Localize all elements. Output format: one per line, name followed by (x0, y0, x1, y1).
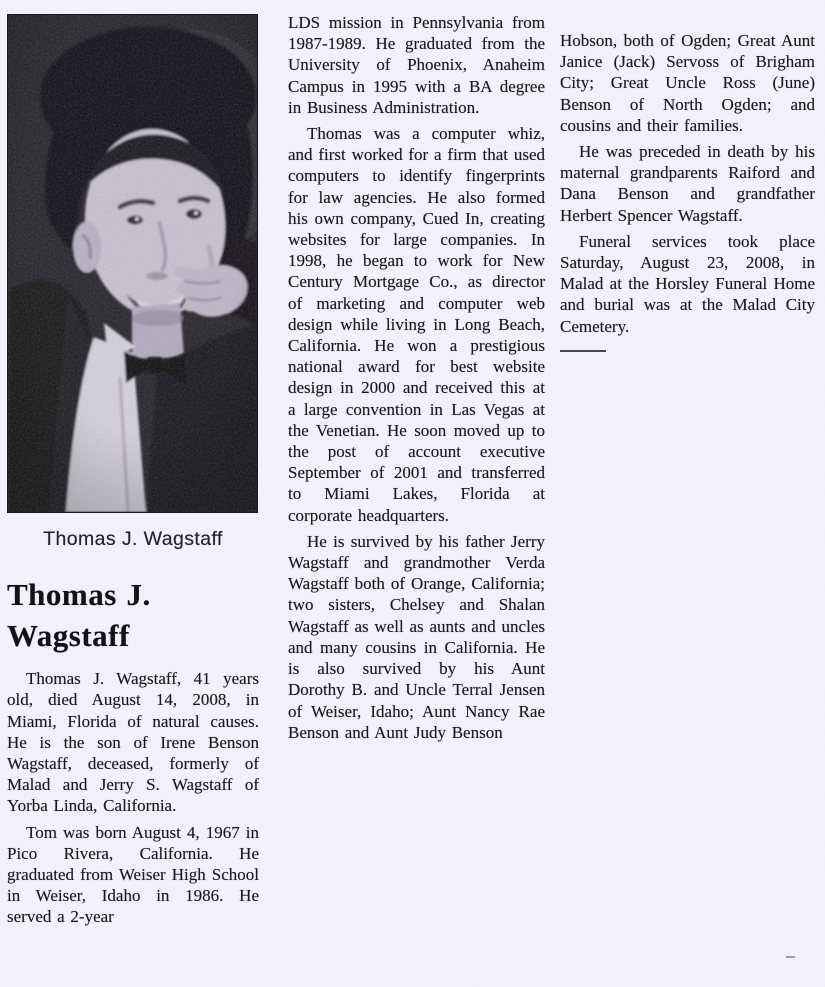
obituary-paragraph: Tom was born August 4, 1967 in Pico Rivera, California. He graduated from Weiser High School in Weiser, Idaho in 1986. He served a 2-year (7, 822, 259, 927)
headline-line-1: Thomas J. (7, 577, 151, 613)
photo-caption: Thomas J. Wagstaff (43, 528, 223, 550)
scan-speck (786, 956, 795, 958)
obituary-paragraph: Funeral services took place Saturday, August 23, 2008, in Malad at the Horsley Funeral Home and burial was at the Malad City Cemetery. (560, 231, 815, 336)
column-right (560, 30, 815, 352)
article-end-rule (560, 350, 606, 352)
obituary-paragraph: LDS mission in Pennsylvania from 1987-1989. He graduated from the University of Phoenix, Anaheim Campus in 1995 with a BA degree in Business Administration. (288, 13, 545, 117)
obituary-paragraph: Hobson, both of Ogden; Great Aunt Janice (Jack) Servoss of Brigham City; Great Uncle Ross (June) Benson of North Ogden; and cousins and their families. (560, 31, 815, 135)
obituary-paragraph: He is survived by his father Jerry Wagstaff and grandmother Verda Wagstaff both of Orange, California; two sisters, Chelsey and Shalan Wagstaff as well as aunts and uncles and many cousins in California. He is also survived by his Aunt Dorothy B. and Uncle Terral Jensen of Weiser, Idaho; Aunt Nancy Rae Benson and Aunt Judy Benson (288, 531, 545, 742)
headline-line-2: Wagstaff (7, 618, 130, 654)
portrait-photo-art (8, 15, 257, 512)
column-left (7, 14, 259, 928)
column-middle (288, 12, 545, 743)
portrait-photo (7, 14, 258, 513)
obituary-paragraph: He was preceded in death by his maternal grandparents Raiford and Dana Benson and grandfather Herbert Spencer Wagstaff. (560, 142, 815, 225)
obituary-paragraph: Thomas was a computer whiz, and first worked for a firm that used computers to identify fingerprints for law agencies. He also formed his own company, Cued In, creating websites for large companies. In 1998, he began to work for New Century Mortgage Co., as director of marketing and computer web design while living in Long Beach, California. He won a prestigious national award for best website design in 2000 and received this at a large convention in Las Vegas at the Venetian. He soon moved up to the post of account executive September of 2001 and transferred to Miami Lakes, Florida at corporate headquarters. (288, 124, 545, 525)
obituary-headline (7, 574, 259, 656)
obituary-paragraph: Thomas J. Wagstaff, 41 years old, died August 14, 2008, in Miami, Florida of natural causes. He is the son of Irene Benson Wagstaff, deceased, formerly of Malad and Jerry S. Wagstaff of Yorba Linda, California. (7, 669, 259, 816)
